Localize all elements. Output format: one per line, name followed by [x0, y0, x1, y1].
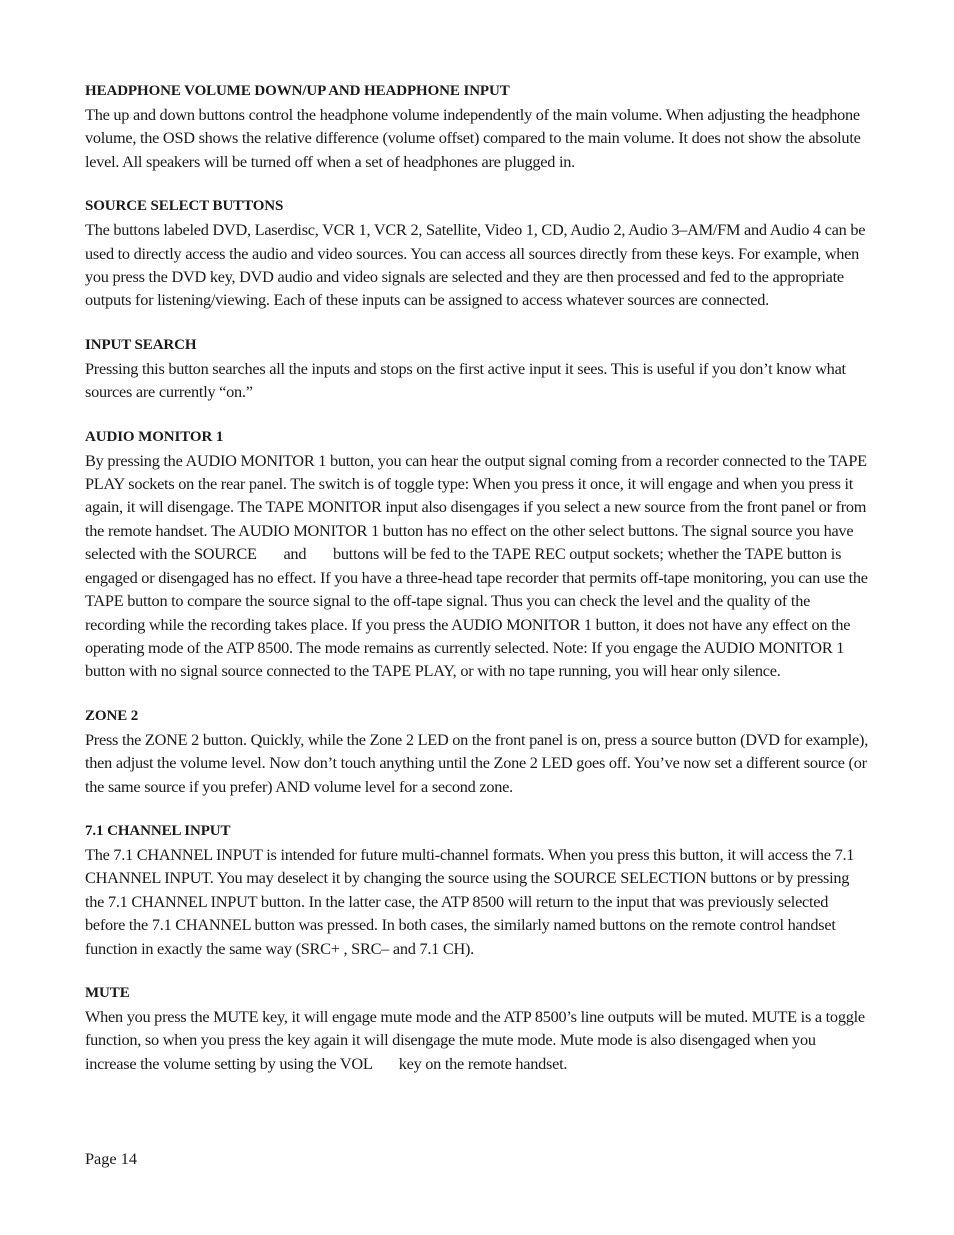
section-body: The up and down buttons control the headphone volume independently of the main volume. When adjusting the headphone volume, the OSD shows the relative difference (volume offset) compared to the main volume. It does not show the absolute level. All speakers will be turned off when a set of headphones are plugged in.	[85, 105, 861, 171]
page-number: Page 14	[85, 1149, 137, 1168]
section-heading: MUTE	[85, 984, 130, 1001]
section-body: Pressing this button searches all the inputs and stops on the first active input it sees. This is useful if you don’t know what sources are currently “on.”	[85, 358, 846, 402]
section-body: The buttons labeled DVD, Laserdisc, VCR 1, VCR 2, Satellite, Video 1, CD, Audio 2, Audio 3–AM/FM and Audio 4 can be used to directly access the audio and video sources. You can access all sources directly from these keys. For example, when you press the DVD key, DVD audio and video signals are selected and they are then processed and fed to the appropriate outputs for listening/viewing. Each of these inputs can be assigned to access whatever sources are connected.	[85, 220, 866, 310]
section-input-search	[85, 334, 869, 404]
section-zone-2	[85, 705, 869, 798]
section-body: By pressing the AUDIO MONITOR 1 button, you can hear the output signal coming from a recorder connected to the TAPE PLAY sockets on the rear panel. The switch is of toggle type: When you press it once, it will engage and when you press it again, it will disengage. The TAPE MONITOR input also disengages if you select a new source from the front panel or from the remote handset. The AUDIO MONITOR 1 button has no effect on the other select buttons. The signal source you have selected with the SOURCE and buttons will be fed to the TAPE REC output sockets; whether the TAPE button is engaged or disengaged has no effect. If you have a three-head tape recorder that permits off-tape monitoring, you can use the TAPE button to compare the source signal to the off-tape signal. Thus you can check the level and the quality of the recording while the recording takes place. If you press the AUDIO MONITOR 1 button, it does not have any effect on the operating mode of the ATP 8500. The mode remains as currently selected. Note: If you engage the AUDIO MONITOR 1 button with no signal source connected to the TAPE PLAY, or with no tape running, you will hear only silence.	[85, 450, 872, 681]
section-7-1-channel-input	[85, 820, 869, 960]
section-body: The 7.1 CHANNEL INPUT is intended for future multi-channel formats. When you press this button, it will access the 7.1 CHANNEL INPUT. You may deselect it by changing the source using the SOURCE SELECTION buttons or by pressing the 7.1 CHANNEL INPUT button. In the latter case, the ATP 8500 will return to the input that was previously selected before the 7.1 CHANNEL button was pressed. In both cases, the similarly named buttons on the remote control handset function in exactly the same way (SRC+ , SRC– and 7.1 CH).	[85, 844, 855, 958]
section-body: When you press the MUTE key, it will engage mute mode and the ATP 8500’s line outputs will be muted. MUTE is a toggle function, so when you press the key again it will disengage the mute mode. Mute mode is also disengaged when you increase the volume setting by using the VOL key on the remote handset.	[85, 1006, 869, 1073]
section-heading: AUDIO MONITOR 1	[85, 428, 224, 445]
section-heading: 7.1 CHANNEL INPUT	[85, 822, 231, 839]
section-headphone-volume	[85, 80, 869, 173]
section-source-select-buttons	[85, 195, 869, 312]
section-body: Press the ZONE 2 button. Quickly, while the Zone 2 LED on the front panel is on, press a source button (DVD for example), then adjust the volume level. Now don’t touch anything until the Zone 2 LED goes off. You’ve now set a different source (or the same source if you prefer) AND volume level for a second zone.	[85, 729, 869, 796]
section-heading: INPUT SEARCH	[85, 336, 197, 353]
section-mute	[85, 982, 869, 1075]
document-page	[85, 80, 872, 1097]
section-heading: ZONE 2	[85, 707, 139, 724]
section-heading: SOURCE SELECT BUTTONS	[85, 198, 284, 215]
section-audio-monitor-1	[85, 426, 872, 683]
section-heading: HEADPHONE VOLUME DOWN/UP AND HEADPHONE INPUT	[85, 83, 510, 99]
